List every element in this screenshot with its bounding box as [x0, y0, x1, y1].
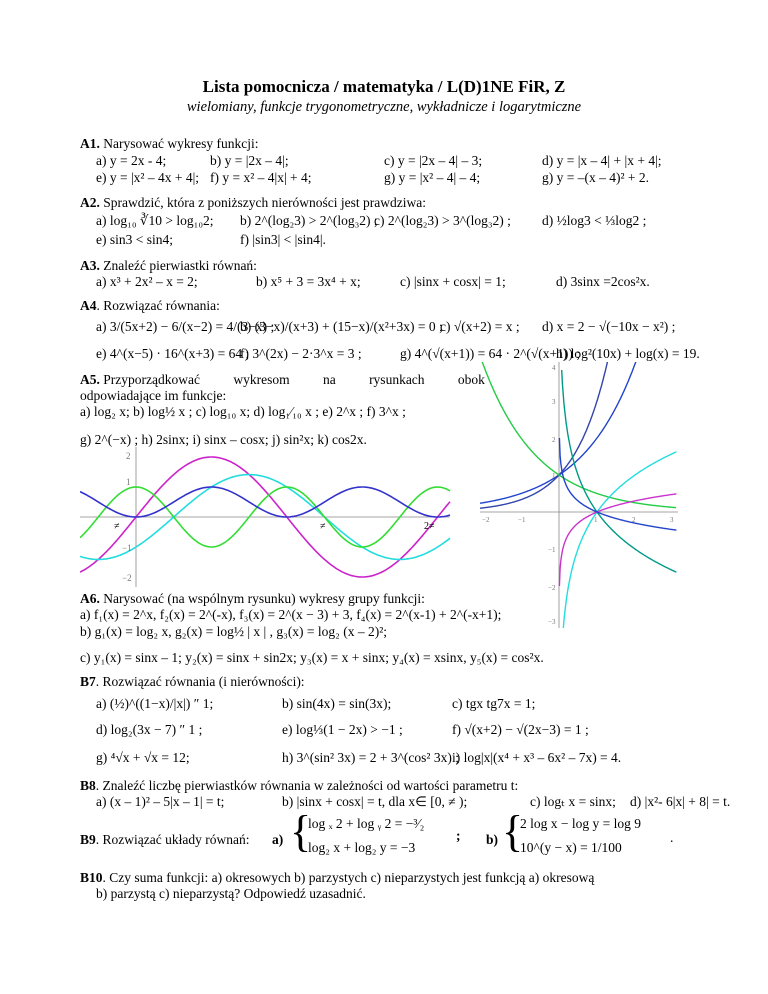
- a5-label: A5.: [80, 372, 100, 387]
- a4-item: c) √(x+2) = x ;: [440, 319, 520, 334]
- a6-label: A6.: [80, 591, 100, 606]
- exp-ytick: 1: [552, 472, 556, 480]
- exp-log-plot: [480, 362, 680, 628]
- a4-item: e) 4^(x−5) · 16^(x+3) = 64 ;: [96, 346, 250, 361]
- b8-text: . Znaleźć liczbę pierwiastków równania w zależności od wartości parametru t:: [95, 778, 519, 793]
- a4-item: f) 3^(2x) − 2·3^x = 3 ;: [240, 346, 362, 361]
- b8-label: B8: [80, 778, 96, 793]
- b10-label: B10: [80, 870, 103, 885]
- a1-item: g) y = –(x – 4)² + 2.: [542, 170, 650, 185]
- b7-item: e) log⅓(1 − 2x) > −1 ;: [282, 722, 403, 737]
- b8-item: a) (x – 1)² – 5|x – 1| = t;: [96, 794, 225, 809]
- page-title: Lista pomocnicza / matematyka / L(D)1NE FiR, Z: [202, 77, 566, 96]
- exp-ytick: −3: [548, 618, 556, 626]
- exp-xtick: 1: [594, 516, 598, 524]
- page-subtitle: wielomiany, funkcje trygonometryczne, wykładnicze i logarytmiczne: [186, 99, 582, 115]
- exp-ytick: 2: [552, 436, 556, 444]
- b10-line2: b) parzystą c) nieparzystą? Odpowiedź uzasadnić.: [96, 886, 366, 901]
- exp-curve-log10: [559, 494, 676, 586]
- a6-line4: c) y₁(x) = sinx – 1; y₂(x) = sinx + sin2x; y₃(x) = x + sinx; y₄(x) = xsinx, y₅(x) = cos²x.: [80, 650, 544, 665]
- exp-curve-log-tenth: [559, 438, 676, 530]
- a2-item: b) 2^(log₂3) > 2^(log₃2) ;: [240, 213, 378, 228]
- exp-xtick: 2: [632, 516, 636, 524]
- a2-item: e) sin3 < sin4;: [96, 232, 173, 247]
- b7-item: c) tgx tg7x = 1;: [452, 696, 536, 711]
- trig-ytick: −1: [122, 543, 132, 553]
- a2-label: A2.: [80, 195, 100, 210]
- b9-b-eq2: 10^(y − x) = 1/100: [520, 840, 622, 855]
- b9-text: . Rozwiązać układy równań:: [95, 832, 250, 847]
- exp-ytick: −1: [548, 546, 556, 554]
- a4-label: A4: [80, 298, 97, 313]
- b9-a-eq2: log₂ x + log₂ y = −3: [308, 840, 416, 855]
- a1-item: e) y = |x² – 4x + 4|;: [96, 170, 200, 185]
- a2-item: f) |sin3| < |sin4|.: [240, 232, 326, 247]
- trig-xtick: ≠: [320, 521, 326, 532]
- a6-line1: Narysować (na wspólnym rysunku) wykresy grupy funkcji:: [103, 591, 425, 606]
- b9-a-label: a): [272, 832, 284, 847]
- exp-curve-2-x: [481, 362, 676, 508]
- a4-item: h) log²(10x) + log(x) = 19.: [556, 346, 700, 361]
- b7-text: . Rozwiązać równania (i nierówności):: [95, 674, 305, 689]
- a5-line4: g) 2^(−x) ; h) 2sinx; i) sinx – cosx; j) sin²x; k) cos2x.: [80, 432, 367, 447]
- a1-item: b) y = |2x – 4|;: [210, 153, 289, 168]
- a1-item: a) y = 2x - 4;: [96, 153, 167, 168]
- b9-b-eq1: 2 log x − log y = log 9: [520, 816, 641, 831]
- exp-xtick: −1: [518, 516, 526, 524]
- b9-b-brace: {: [502, 807, 524, 856]
- a2-text: Sprawdzić, która z poniższych nierówności jest prawdziwa:: [103, 195, 427, 210]
- a1-label: A1.: [80, 136, 100, 151]
- a3-item: c) |sinx + cosx| = 1;: [400, 274, 506, 289]
- exp-curve-3x: [480, 362, 608, 508]
- a2-item: d) ½log3 < ⅓log2 ;: [542, 213, 647, 228]
- a1-item: g) y = |x² – 4| – 4;: [384, 170, 481, 185]
- a2-item: a) log₁₀ ∛10 > log₁₀2;: [96, 213, 214, 228]
- exp-ytick: 4: [552, 364, 556, 372]
- b8-item: b) |sinx + cosx| = t, dla x∈ [0, ≠ );: [282, 794, 468, 809]
- trig-ytick: −2: [122, 573, 132, 583]
- b10-line1: . Czy suma funkcji: a) okresowych b) parzystych c) nieparzystych jest funkcją a) okresową: [102, 870, 595, 885]
- a1-item: c) y = |2x – 4| – 3;: [384, 153, 483, 168]
- exp-ytick: −2: [548, 584, 556, 592]
- b7-label: B7: [80, 674, 96, 689]
- b7-item: a) (½)^((1−x)/|x|) ″ 1;: [96, 696, 214, 711]
- a5-line3: a) log₂ x; b) log½ x ; c) log₁₀ x; d) log₁⁄₁₀ x ; e) 2^x ; f) 3^x ;: [80, 404, 406, 419]
- a6-line3: b) g₁(x) = log₂ x, g₂(x) = log½ | x | , g₃(x) = log₂ (x – 2)²;: [80, 624, 388, 639]
- b9-end: .: [670, 830, 674, 845]
- b7-item: i) log|x|(x⁴ + x³ – 6x² – 7x) = 4.: [452, 750, 622, 765]
- b7-item: f) √(x+2) − √(2x−3) = 1 ;: [452, 722, 589, 737]
- a4-item: a) 3/(5x+2) − 6/(x−2) = 4/(3−x) ;: [96, 319, 275, 334]
- a3-item: d) 3sinx =2cos²x.: [556, 274, 650, 289]
- b7-item: h) 3^(sin² 3x) = 2 + 3^(cos² 3x) ;: [282, 750, 459, 765]
- a3-text: Znaleźć pierwiastki równań:: [103, 258, 257, 273]
- trig-ytick: 2: [126, 451, 131, 461]
- trig-xtick: ≠: [114, 521, 120, 532]
- exp-curve-log2: [563, 452, 676, 628]
- b9-b-label: b): [486, 832, 499, 847]
- exp-ytick: 3: [552, 398, 556, 406]
- a4-item: g) 4^(√(x+1)) = 64 · 2^(√(x+1)) ;: [400, 346, 581, 361]
- b9-a-brace: {: [290, 807, 312, 856]
- b7-item: d) log₂(3x − 7) ″ 1 ;: [96, 722, 203, 737]
- trig-xtick: 2≠: [424, 521, 435, 532]
- a4-item: d) x = 2 − √(−10x − x²) ;: [542, 319, 676, 334]
- exp-xtick: −2: [482, 516, 490, 524]
- a6-line2: a) f₁(x) = 2^x, f₂(x) = 2^(-x), f₃(x) = 2^(x − 3) + 3, f₄(x) = 2^(x-1) + 2^(-x+1);: [80, 607, 502, 622]
- b8-item: d) |x²- 6|x| + 8| = t.: [630, 794, 731, 809]
- a3-item: b) x⁵ + 3 = 3x⁴ + x;: [256, 274, 361, 289]
- trig-plot: [80, 445, 452, 590]
- a4-text: . Rozwiązać równania:: [96, 298, 220, 313]
- a1-item: d) y = |x – 4| + |x + 4|;: [542, 153, 662, 168]
- a2-item: c) 2^(log₂3) > 3^(log₃2) ;: [374, 213, 511, 228]
- a5-line2: odpowiadające im funkcje:: [80, 388, 227, 403]
- a5-line1: Przyporządkować wykresom na rysunkach obok: [103, 372, 485, 387]
- a4-item: b) (3−x)/(x+3) + (15−x)/(x²+3x) = 0 ;: [240, 319, 443, 334]
- a1-item: f) y = x² – 4|x| + 4;: [210, 170, 312, 185]
- a1-text: Narysować wykresy funkcji:: [103, 136, 259, 151]
- b7-item: g) ⁴√x + √x = 12;: [96, 750, 190, 765]
- a3-item: a) x³ + 2x² – x = 2;: [96, 274, 198, 289]
- b9-a-eq1: log ₓ 2 + log ᵧ 2 = −³⁄₂: [308, 816, 425, 831]
- exp-xtick: 3: [670, 516, 674, 524]
- b7-item: b) sin(4x) = sin(3x);: [282, 696, 392, 711]
- a3-label: A3.: [80, 258, 100, 273]
- trig-ytick: 1: [126, 477, 131, 487]
- b8-item: c) logₜ x = sinx;: [530, 794, 616, 809]
- b9-label: B9: [80, 832, 96, 847]
